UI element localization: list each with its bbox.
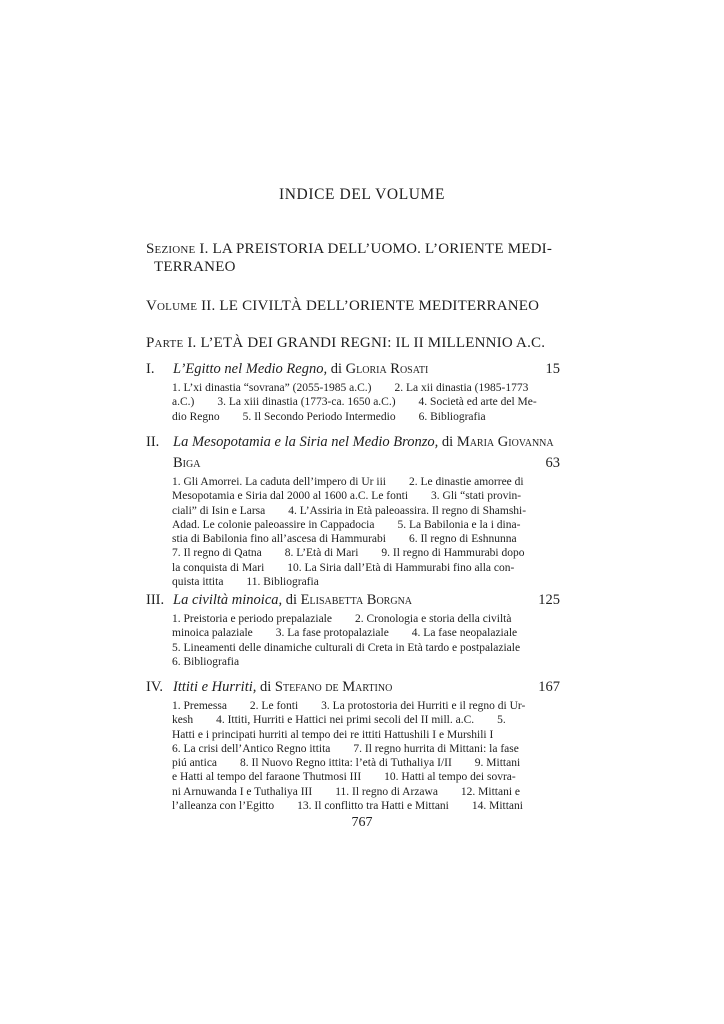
section-heading [146,240,558,276]
contents-line: 5. Lineamenti delle dinamiche culturali di Creta in Età tardo e postpalaziale [172,641,521,654]
volume-label: Volume II. [146,298,216,314]
contents-line: Adad. Le colonie paleoassire in Cappadocia 5. La Babilonia e la i dina- [172,518,521,531]
chapter-contents [172,612,520,669]
contents-line: 1. Preistoria e periodo prepalaziale 2. Cronologia e storia della civiltà [172,613,512,625]
contents-line: 6. Bibliografia [172,655,240,668]
author-prefix: di [441,434,454,450]
author-prefix: di [260,679,272,695]
chapter-title: Ittiti e Hurriti, [173,679,257,695]
volume-heading [146,297,558,315]
chapter-entry[interactable] [146,677,560,698]
chapter-entry[interactable] [146,359,560,380]
chapter-page-number: 125 [538,592,560,608]
chapter-author-line2: Biga [173,455,201,471]
chapter-number: II. [146,434,160,450]
contents-line: ciali” di Isin e Larsa 4. L’Assiria in Età paleoassira. Il regno di Shamshi- [172,504,527,517]
chapter-contents [172,381,537,424]
section-label: Sezione I. [146,241,209,257]
chapter-title: L’Egitto nel Medio Regno, [173,361,328,377]
chapter-entry[interactable] [146,590,560,611]
contents-line: a.C.) 3. La xiii dinastia (1773-ca. 1650 a.C.) 4. Società ed arte del Me- [172,396,537,409]
part-label: Parte I. [146,335,197,351]
chapter-number: IV. [146,679,164,695]
chapter-number: III. [146,592,165,608]
section-title-line1: LA PREISTORIA DELL’UOMO. L’ORIENTE MEDI- [212,241,553,257]
contents-line: l’alleanza con l’Egitto 13. Il conflitto tra Hatti e Mittani 14. Mittani [172,800,523,813]
contents-line: 1. Premessa 2. Le fonti 3. La protostoria dei Hurriti e il regno di Ur- [172,700,526,712]
contents-line: 6. La crisi dell’Antico Regno ittita 7. Il regno hurrita di Mittani: la fase [172,742,519,755]
section-title-line2: TERRANEO [154,259,236,275]
part-title: L’ETÀ DEI GRANDI REGNI: IL II MILLENNIO A.C. [200,335,546,351]
contents-line: 1. L’xi dinastia “sovrana” (2055-1985 a.C.) 2. La xii dinastia (1985-1773 [172,382,529,394]
author-prefix: di [285,592,298,608]
chapter-author: Stefano de Martino [274,679,393,695]
contents-line: 7. Il regno di Qatna 8. L’Età di Mari 9. Il regno di Hammurabi dopo [172,547,525,560]
chapter-author: Elisabetta Borgna [300,592,413,608]
chapter-contents [172,699,525,813]
contents-line: dio Regno 5. Il Secondo Periodo Intermedio 6. Bibliografia [172,410,486,423]
contents-line: la conquista di Mari 10. La Siria dall’Età di Hammurabi fino alla con- [172,561,515,574]
contents-line: quista ittita 11. Bibliografia [172,576,319,589]
contents-line: Hatti e i principati hurriti al tempo dei re ittiti Hattushili I e Murshili I [172,728,494,741]
contents-line: kesh 4. Ittiti, Hurriti e Hattici nei primi secoli del II mill. a.C. 5. [172,714,506,727]
contents-line: stia di Babilonia fino all’ascesa di Hammurabi 6. Il regno di Eshnunna [172,533,517,546]
contents-line: piú antica 8. Il Nuovo Regno ittita: l’età di Tuthaliya I/II 9. Mittani [172,757,521,770]
contents-line: ni Arnuwanda I e Tuthaliya III 11. Il regno di Arzawa 12. Mittani e [172,785,521,798]
chapter-page-number: 15 [545,361,560,377]
chapter-author: Maria Giovanna [456,434,554,450]
part-heading [146,334,558,352]
contents-line: e Hatti al tempo del faraone Thutmosi III 10. Hatti al tempo dei sovra- [172,771,516,784]
contents-line: 1. Gli Amorrei. La caduta dell’impero di Ur iii 2. Le dinastie amorree di [172,476,524,488]
contents-line: minoica palaziale 3. La fase protopalaziale 4. La fase neopalaziale [172,627,518,640]
chapter-author: Gloria Rosati [345,361,429,377]
chapter-number: I. [146,361,155,377]
chapter-contents [172,475,526,589]
page-title: INDICE DEL VOLUME [278,186,446,203]
chapter-title: La Mesopotamia e la Siria nel Medio Bronzo, [173,434,439,450]
author-prefix: di [330,361,343,377]
volume-title: LE CIVILTÀ DELL’ORIENTE MEDITERRANEO [219,298,540,314]
contents-line: Mesopotamia e Siria dal 2000 al 1600 a.C. Le fonti 3. Gli “stati provin- [172,490,522,503]
chapter-title: La civiltà minoica, [173,592,283,608]
chapter-entry[interactable] [146,432,560,474]
page-number: 767 [351,815,373,830]
chapter-page-number: 167 [538,679,560,695]
chapter-page-number: 63 [545,455,560,471]
